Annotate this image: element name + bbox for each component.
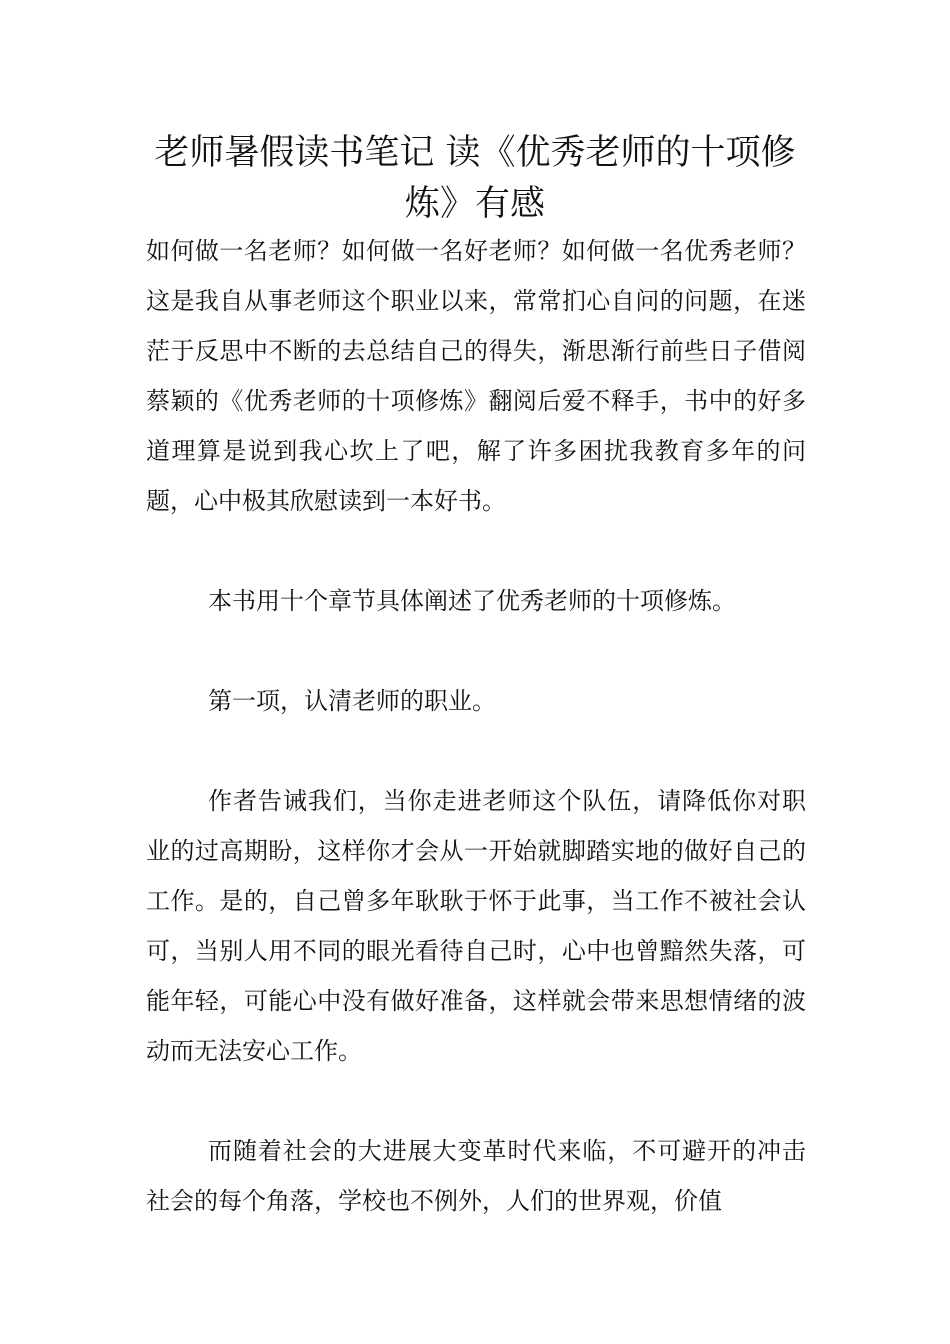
paragraph-overview: 本书用十个章节具体阐述了优秀老师的十项修炼。 <box>208 587 736 615</box>
paragraph-section-heading: 第一项，认清老师的职业。 <box>208 687 496 715</box>
document-body <box>146 226 806 1226</box>
document-title: 老师暑假读书笔记 读《优秀老师的十项修炼》有感 <box>154 133 796 224</box>
paragraph-author-advice: 作者告诫我们，当你走进老师这个队伍，请降低你对职业的过高期盼，这样你才会从一开始就脚踏实地的做好自己的工作。是的，自己曾多年耿耿于怀于此事，当工作不被社会认可，当别人用不同的眼光看待自己时，心中也曾黯然失落，可能年轻，可能心中没有做好准备，这样就会带来思想情绪的波动而无法安心工作。 <box>146 787 806 1065</box>
paragraph-intro: 如何做一名老师？如何做一名好老师？如何做一名优秀老师？这是我自从事老师这个职业以来，常常扪心自问的问题，在迷茫于反思中不断的去总结自己的得失，渐思渐行前些日子借阅蔡颖的《优秀老师的十项修炼》翻阅后爱不释手，书中的好多道理算是说到我心坎上了吧，解了许多困扰我教育多年的问题，心中极其欣慰读到一本好书。 <box>146 237 806 515</box>
paragraph-social-change: 而随着社会的大进展大变革时代来临，不可避开的冲击社会的每个角落，学校也不例外，人们的世界观，价值 <box>146 1137 806 1215</box>
